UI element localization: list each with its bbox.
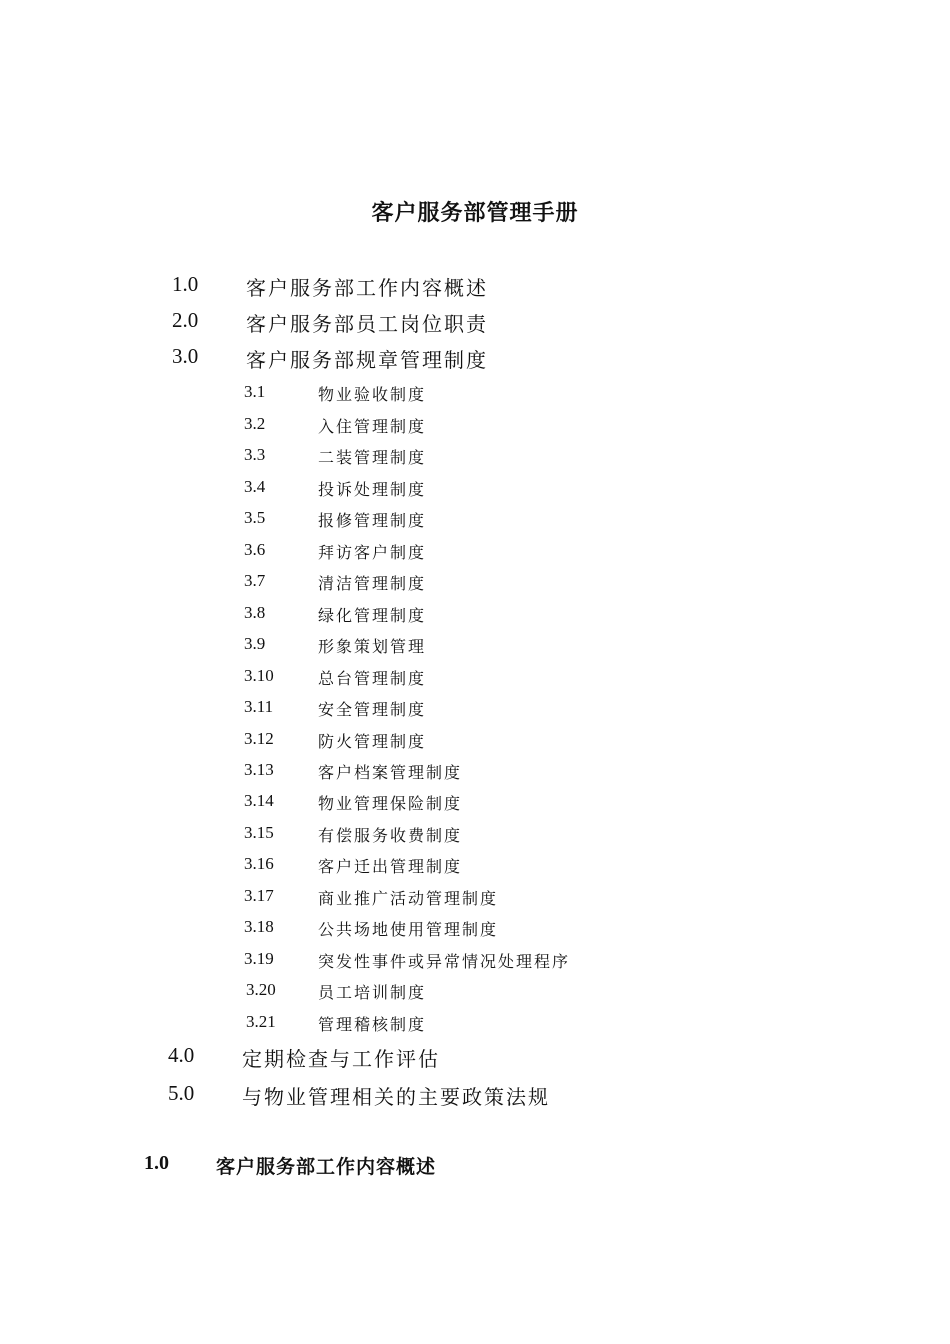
subtoc-item-label: 入住管理制度 (318, 417, 427, 436)
subtoc-item-label: 清洁管理制度 (318, 574, 427, 593)
toc-item-label: 定期检查与工作评估 (242, 1047, 440, 1071)
subtoc-item-number: 3.2 (244, 414, 266, 433)
subtoc-item-number: 3.9 (244, 634, 266, 653)
subtoc-item-label: 员工培训制度 (318, 983, 427, 1002)
toc-item-number: 5.0 (168, 1081, 195, 1105)
subtoc-item-label: 有偿服务收费制度 (318, 826, 463, 845)
subtoc-item-number: 3.19 (244, 949, 274, 968)
toc-item-number: 4.0 (168, 1043, 195, 1067)
subtoc-item-label: 二装管理制度 (318, 448, 427, 467)
subtoc-item-label: 客户迁出管理制度 (318, 857, 463, 876)
subtoc-item-label: 客户档案管理制度 (318, 763, 463, 782)
subtoc-item-label: 总台管理制度 (318, 669, 427, 688)
subtoc-item-number: 3.13 (244, 760, 274, 779)
subtoc-item-label: 安全管理制度 (318, 700, 427, 719)
toc-item-number: 1.0 (172, 272, 199, 296)
subtoc-item-number: 3.11 (244, 697, 274, 716)
subtoc-item-number: 3.6 (244, 540, 266, 559)
subtoc-item-number: 3.21 (246, 1012, 276, 1031)
subtoc-item-number: 3.16 (244, 854, 274, 873)
subtoc-item-number: 3.15 (244, 823, 274, 842)
subtoc-item-label: 形象策划管理 (318, 637, 427, 656)
subtoc-item-number: 3.4 (244, 477, 266, 496)
subtoc-item-number: 3.1 (244, 382, 266, 401)
toc-item-label: 与物业管理相关的主要政策法规 (242, 1085, 550, 1109)
section-title: 客户服务部工作内容概述 (216, 1156, 437, 1178)
section-number: 1.0 (144, 1152, 169, 1174)
subtoc-item-number: 3.14 (244, 791, 274, 810)
subtoc-item-label: 投诉处理制度 (318, 480, 427, 499)
subtoc-item-label: 公共场地使用管理制度 (318, 920, 499, 939)
subtoc-item-number: 3.18 (244, 917, 274, 936)
toc-item-number: 3.0 (172, 344, 199, 368)
document-title: 客户服务部管理手册 (371, 200, 579, 226)
subtoc-item-label: 绿化管理制度 (318, 606, 427, 625)
subtoc-item-label: 突发性事件或异常情况处理程序 (318, 952, 571, 971)
subtoc-item-label: 防火管理制度 (318, 732, 427, 751)
subtoc-item-number: 3.8 (244, 603, 266, 622)
subtoc-item-label: 管理稽核制度 (318, 1015, 427, 1034)
subtoc-item-number: 3.12 (244, 729, 274, 748)
subtoc-item-label: 报修管理制度 (318, 511, 427, 530)
toc-item-number: 2.0 (172, 308, 199, 332)
subtoc-item-number: 3.7 (244, 571, 266, 590)
subtoc-item-label: 物业管理保险制度 (318, 794, 463, 813)
toc-item-label: 客户服务部工作内容概述 (246, 276, 488, 300)
subtoc-item-number: 3.3 (244, 445, 266, 464)
toc-item-label: 客户服务部规章管理制度 (246, 348, 488, 372)
subtoc-item-number: 3.17 (244, 886, 274, 905)
subtoc-item-number: 3.20 (246, 980, 276, 999)
subtoc-item-number: 3.10 (244, 666, 274, 685)
subtoc-item-label: 商业推广活动管理制度 (318, 889, 499, 908)
subtoc-item-number: 3.5 (244, 508, 266, 527)
subtoc-item-label: 拜访客户制度 (318, 543, 427, 562)
subtoc-item-label: 物业验收制度 (318, 385, 427, 404)
toc-item-label: 客户服务部员工岗位职责 (246, 312, 488, 336)
